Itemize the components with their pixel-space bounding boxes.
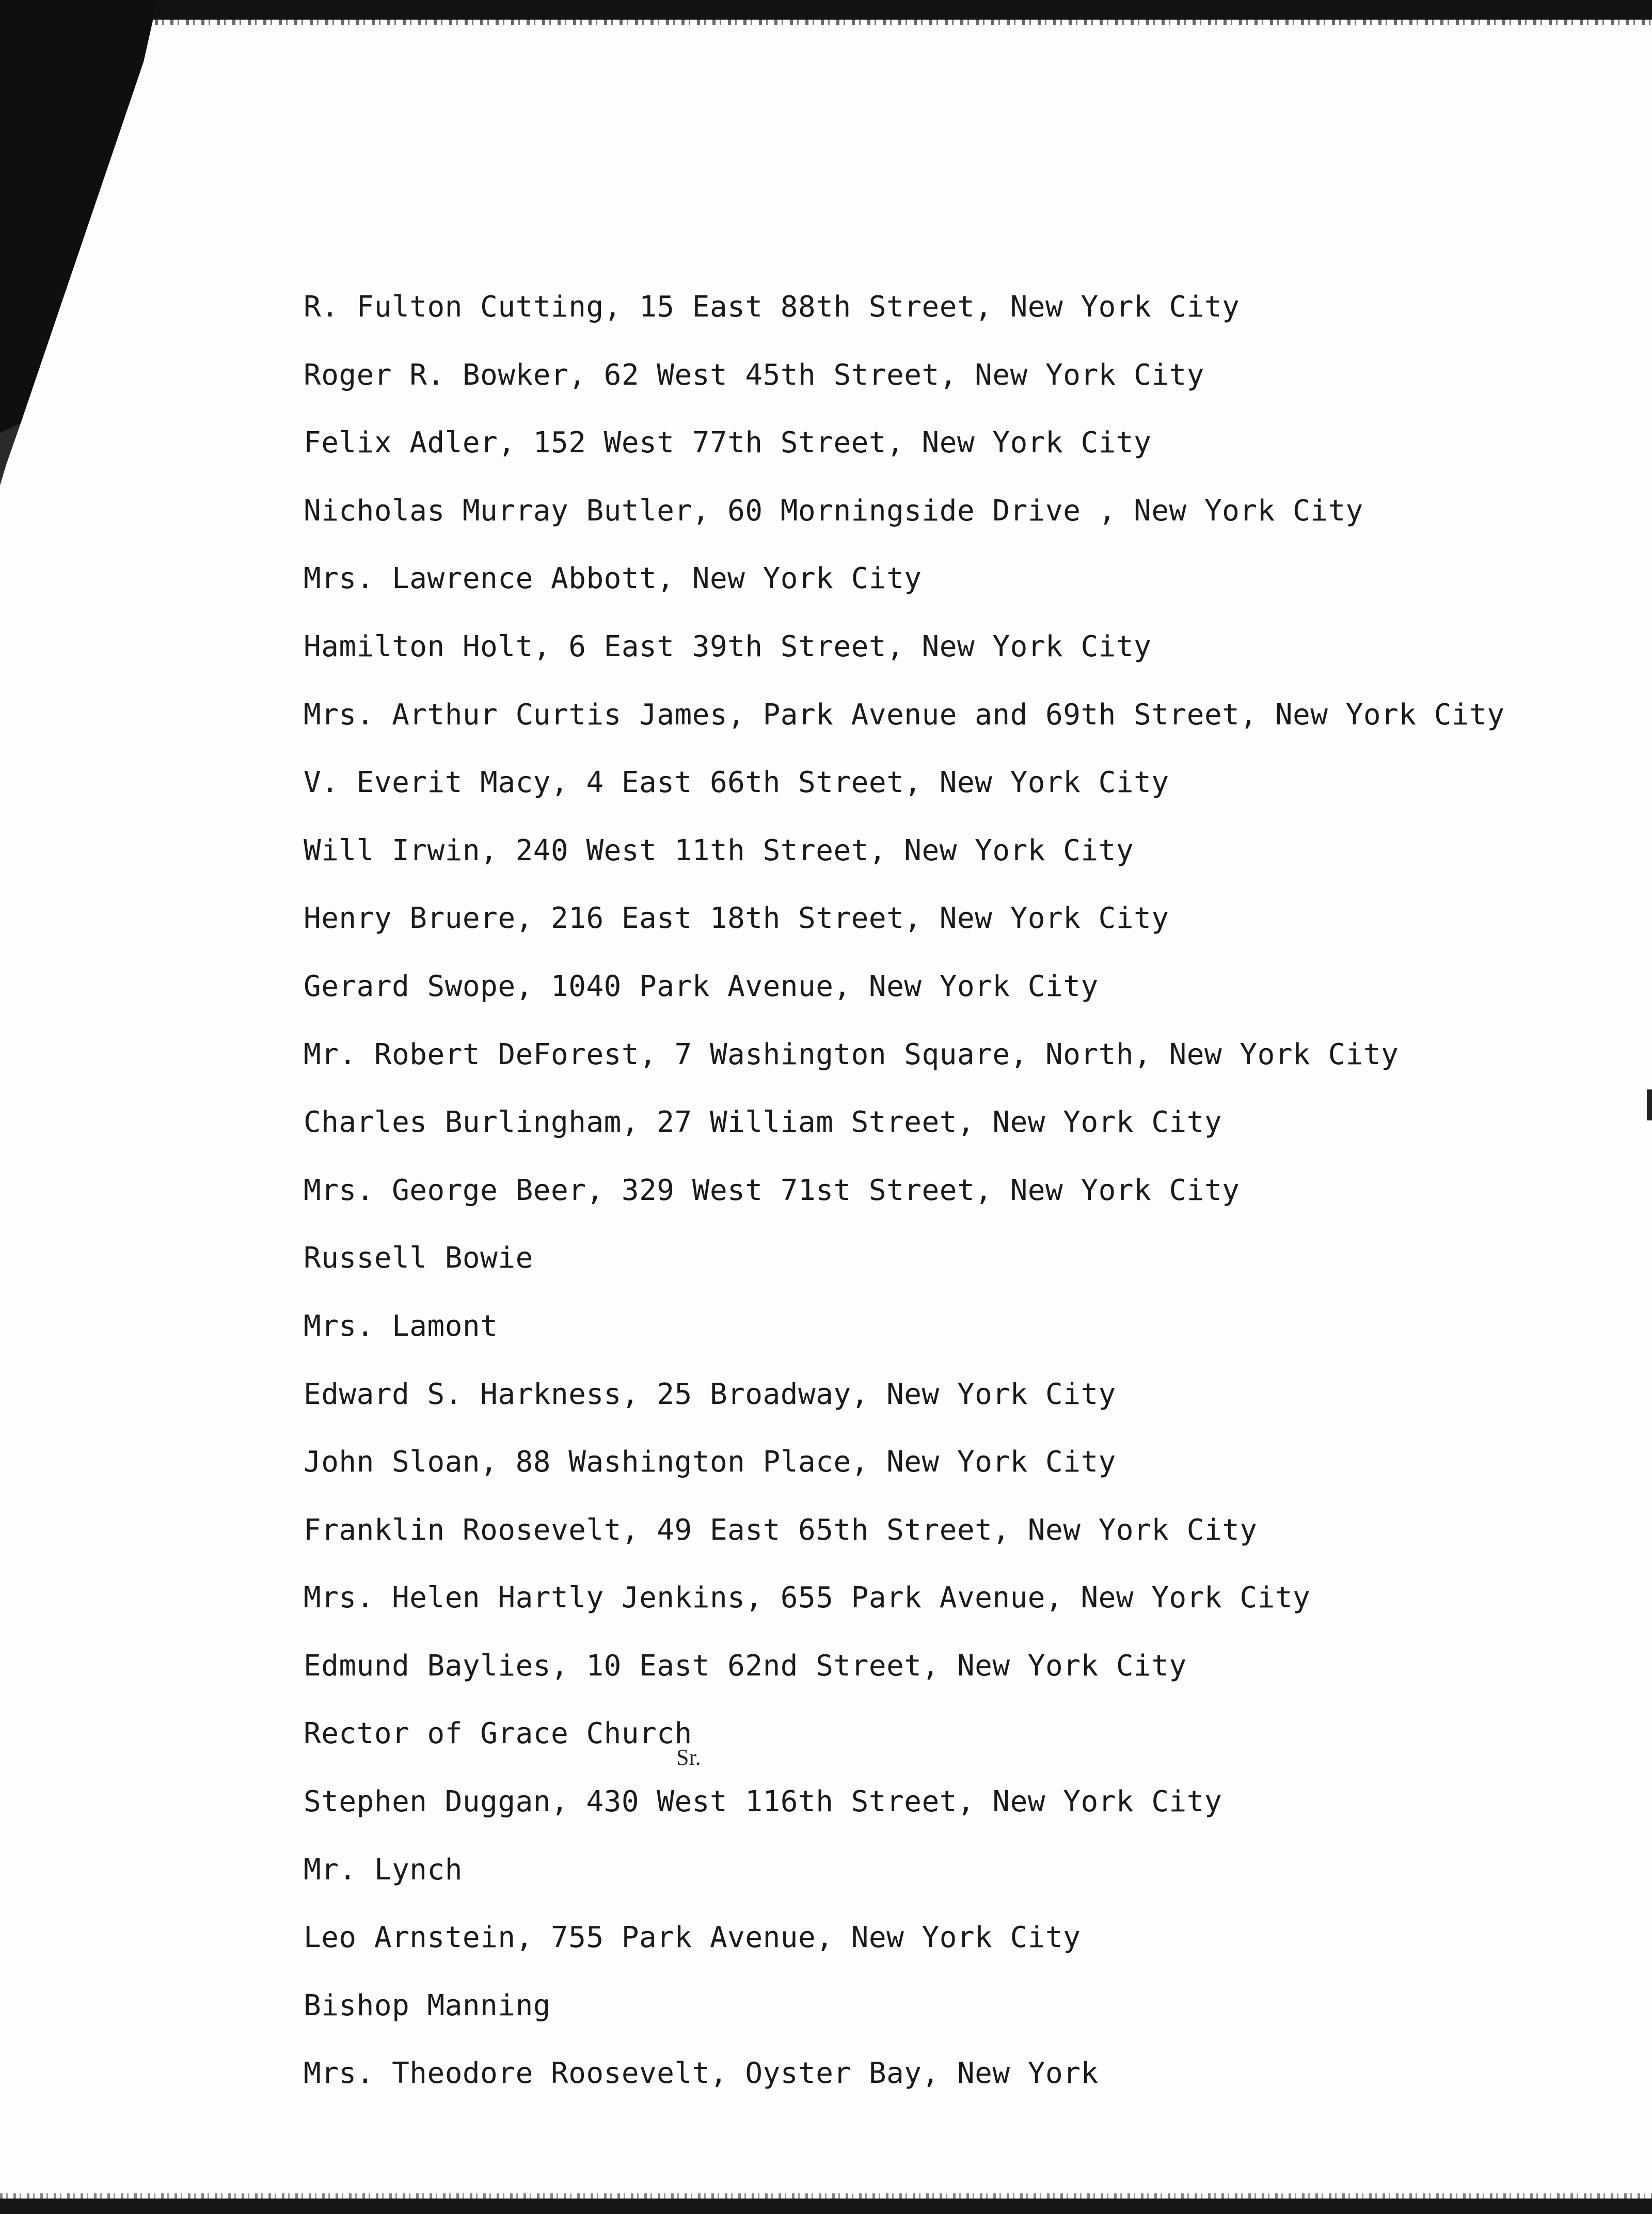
address-list — [304, 287, 1594, 2121]
list-item: Mrs. Theodore Roosevelt, Oyster Bay, New York — [304, 2057, 1099, 2091]
list-item: Edmund Baylies, 10 East 62nd Street, New York City — [304, 1649, 1187, 1683]
list-item: Hamilton Holt, 6 East 39th Street, New York City — [304, 629, 1152, 663]
list-item: Mrs. Lamont — [304, 1309, 498, 1343]
list-item: Nicholas Murray Butler, 60 Morningside Drive , New York City — [304, 494, 1363, 528]
list-item: Stephen Duggan, 430 West 116th Street, New York City — [304, 1785, 1222, 1819]
list-item: Bishop Manning — [304, 1988, 551, 2022]
list-item: Leo Arnstein, 755 Park Avenue, New York City — [304, 1921, 1081, 1955]
list-item: John Sloan, 88 Washington Place, New York City — [304, 1445, 1116, 1479]
list-item: Felix Adler, 152 West 77th Street, New York City — [304, 426, 1152, 460]
list-item: Henry Bruere, 216 East 18th Street, New York City — [304, 902, 1169, 936]
scan-edge-left — [0, 0, 155, 2214]
list-item: Mrs. Arthur Curtis James, Park Avenue and 69th Street, New York City — [304, 698, 1505, 732]
scan-edge-top — [0, 0, 1652, 20]
handwritten-annotation: Sr. — [676, 1745, 701, 1770]
list-item: Will Irwin, 240 West 11th Street, New York City — [304, 833, 1134, 867]
list-item: Roger R. Bowker, 62 West 45th Street, New York City — [304, 358, 1204, 392]
list-item: Rector of Grace Church — [304, 1717, 692, 1751]
list-item: R. Fulton Cutting, 15 East 88th Street, New York City — [304, 290, 1240, 324]
list-item: V. Everit Macy, 4 East 66th Street, New York City — [304, 766, 1169, 800]
scan-mark-right — [1647, 1089, 1652, 1120]
list-item: Edward S. Harkness, 25 Broadway, New York City — [304, 1377, 1116, 1411]
list-item: Mr. Robert DeForest, 7 Washington Square, North, New York City — [304, 1037, 1399, 1071]
list-item: Charles Burlingham, 27 William Street, New York City — [304, 1105, 1222, 1140]
list-item: Russell Bowie — [304, 1241, 533, 1275]
scan-edge-bottom — [0, 2199, 1652, 2214]
list-item: Gerard Swope, 1040 Park Avenue, New York City — [304, 969, 1099, 1003]
list-item: Mrs. Lawrence Abbott, New York City — [304, 562, 922, 596]
list-item: Franklin Roosevelt, 49 East 65th Street, New York City — [304, 1513, 1258, 1547]
list-item: Mrs. Helen Hartly Jenkins, 655 Park Avenue, New York City — [304, 1581, 1311, 1615]
list-item: Mr. Lynch — [304, 1853, 463, 1887]
list-item: Mrs. George Beer, 329 West 71st Street, New York City — [304, 1173, 1240, 1207]
